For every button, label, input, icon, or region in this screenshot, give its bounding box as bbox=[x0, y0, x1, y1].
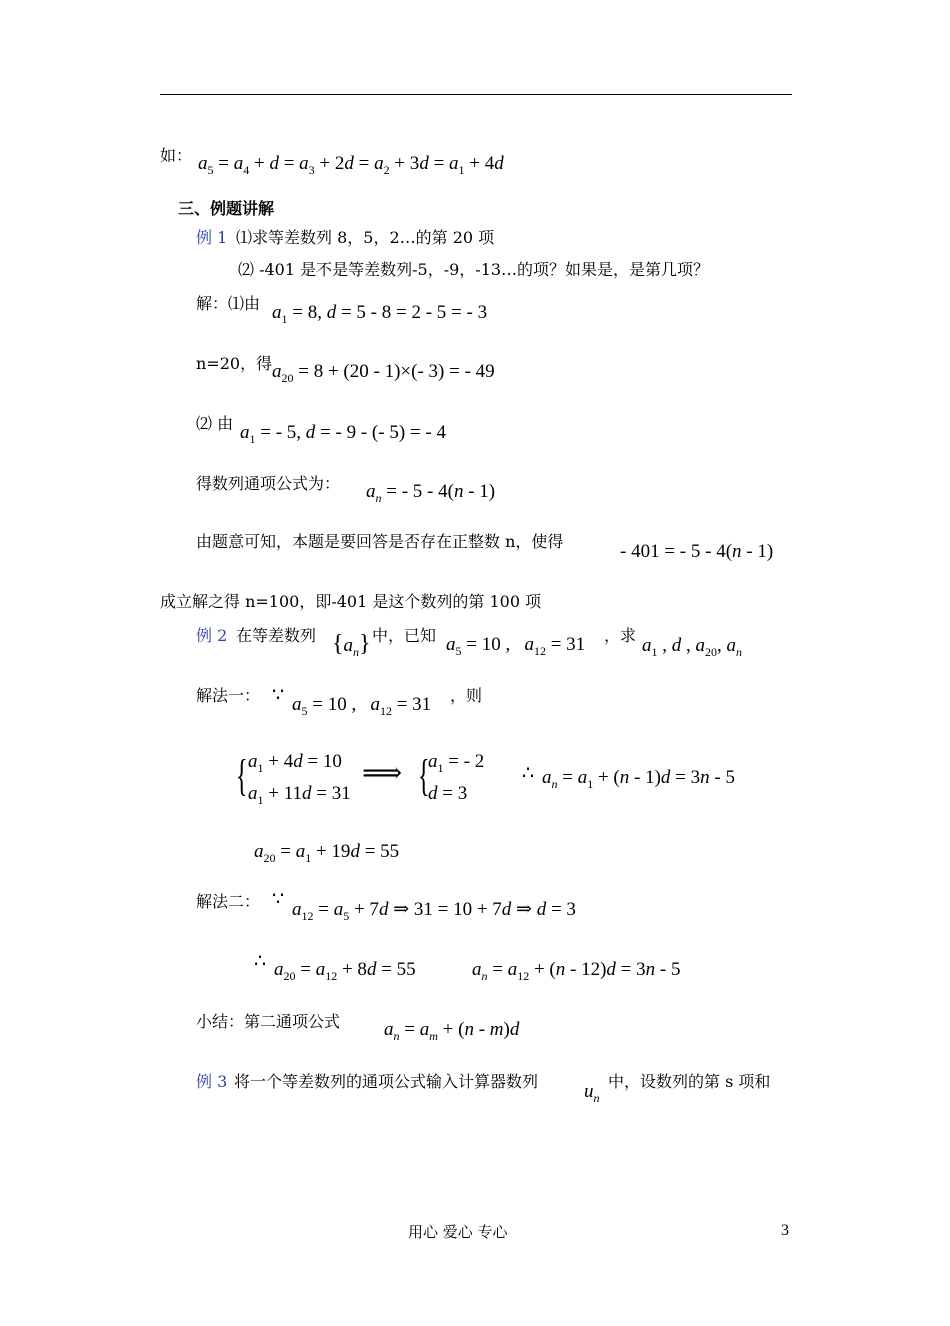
example-3-text-a: 将一个等差数列的通项公式输入计算器数列 bbox=[234, 1072, 539, 1091]
formula-un: $u_n$ bbox=[584, 1081, 600, 1105]
therefore-icon: ∴ bbox=[522, 763, 535, 784]
question-prefix: 由题意可知，本题是要回答是否存在正整数 n，使得 bbox=[196, 532, 564, 551]
left-brace-icon: { bbox=[236, 751, 248, 800]
example-2-text-c: ，求 bbox=[604, 626, 637, 645]
formula-system-1: $a_1 + 4d = 10$ bbox=[248, 751, 342, 775]
solution-1-prefix: 解：⑴由 bbox=[196, 294, 261, 313]
formula-part2: $a_1$ = - 5, d = - 9 - (- 5) = - 4 bbox=[240, 422, 446, 446]
general-term-prefix: 得数列通项公式为： bbox=[196, 474, 341, 493]
formula-solve-a1: $a_1$ = - 2 bbox=[428, 751, 485, 775]
footer-motto: 用心 爱心 专心 bbox=[408, 1223, 508, 1241]
formula-intro: $a_5 = a_4 + d = a_3 + 2d = a_2 + 3d = a_1 + 4d$ bbox=[198, 153, 504, 177]
formula-a20-method1: $a_{20} = a_1 + 19d = 55$ bbox=[254, 841, 400, 865]
example-3-text-b: 中，设数列的第 s 项和 bbox=[608, 1072, 771, 1091]
n20-prefix: n=20，得 bbox=[196, 354, 273, 373]
left-brace-icon-2: { bbox=[418, 751, 430, 800]
section-title: 三、例题讲解 bbox=[178, 199, 275, 218]
example-1-q2: ⑵ -401 是不是等差数列-5，-9，-13…的项？如果是，是第几项？ bbox=[238, 260, 710, 279]
method-2-label: 解法二： bbox=[196, 892, 261, 911]
formula-question: - 401 = - 5 - 4(n - 1) bbox=[620, 541, 774, 562]
example-2-text-a: 在等差数列 bbox=[236, 626, 317, 645]
example-1-q1: ⑴求等差数列 8，5，2…的第 20 项 bbox=[236, 228, 495, 247]
formula-solve-d: d = 3 bbox=[428, 783, 468, 804]
formula-a20-method2: $a_{20} = a_{12} + 8d = 55$ bbox=[274, 959, 416, 983]
example-2-label: 例 2 bbox=[196, 626, 228, 645]
implies-arrow-icon: ⟹ bbox=[362, 758, 403, 789]
summary-label: 小结：第二通项公式 bbox=[196, 1012, 341, 1031]
conclusion: 成立解之得 n=100，即-401 是这个数列的第 100 项 bbox=[160, 592, 542, 611]
formula-a1-d: $a_1 = 8$, d = 5 - 8 = 2 - 5 = - 3 bbox=[272, 302, 488, 326]
page-number: 3 bbox=[781, 1222, 789, 1239]
method-1-label: 解法一： bbox=[196, 686, 261, 705]
example-2-text-b: 中，已知 bbox=[372, 626, 437, 645]
formula-find: $a_1$ , d , $a_{20}$, $a_n$ bbox=[642, 635, 742, 659]
formula-method2: $a_{12} = a_5 + 7d$ ⇒ 31 = 10 + 7d ⇒ d = 3 bbox=[292, 899, 576, 923]
then-text: ，则 bbox=[450, 686, 483, 705]
example-3-label: 例 3 bbox=[196, 1072, 228, 1091]
formula-given: $a_5 = 10$ , $a_{12} = 31$ bbox=[446, 634, 586, 658]
formula-method1-given: $a_5 = 10$ , $a_{12} = 31$ bbox=[292, 694, 432, 718]
header-rule bbox=[160, 94, 792, 95]
formula-a20: $a_{20} = 8 + (20 - 1)\times(-$ 3) = - 49 bbox=[272, 361, 495, 385]
example-1-label: 例 1 bbox=[196, 228, 228, 247]
formula-general: $a_n$ = - 5 - 4(n - 1) bbox=[366, 481, 496, 505]
formula-system-2: $a_1 + 11d = 31$ bbox=[248, 783, 351, 807]
part-2-prefix: ⑵ 由 bbox=[196, 414, 234, 433]
formula-an-method2: $a_n = a_{12} + (n - 12)d = 3n - 5$ bbox=[472, 959, 681, 983]
therefore-icon-2: ∴ bbox=[254, 951, 267, 972]
formula-summary: $a_n = a_m + (n - m)d$ bbox=[384, 1019, 520, 1043]
formula-an: $a_n = a_1 + (n - 1)d = 3n - 5$ bbox=[542, 767, 735, 791]
intro-prefix: 如： bbox=[160, 146, 193, 165]
because-icon: ∵ bbox=[272, 685, 285, 706]
because-icon-2: ∵ bbox=[272, 889, 285, 910]
formula-seq-an: $\{a_n\}$ bbox=[332, 631, 371, 659]
